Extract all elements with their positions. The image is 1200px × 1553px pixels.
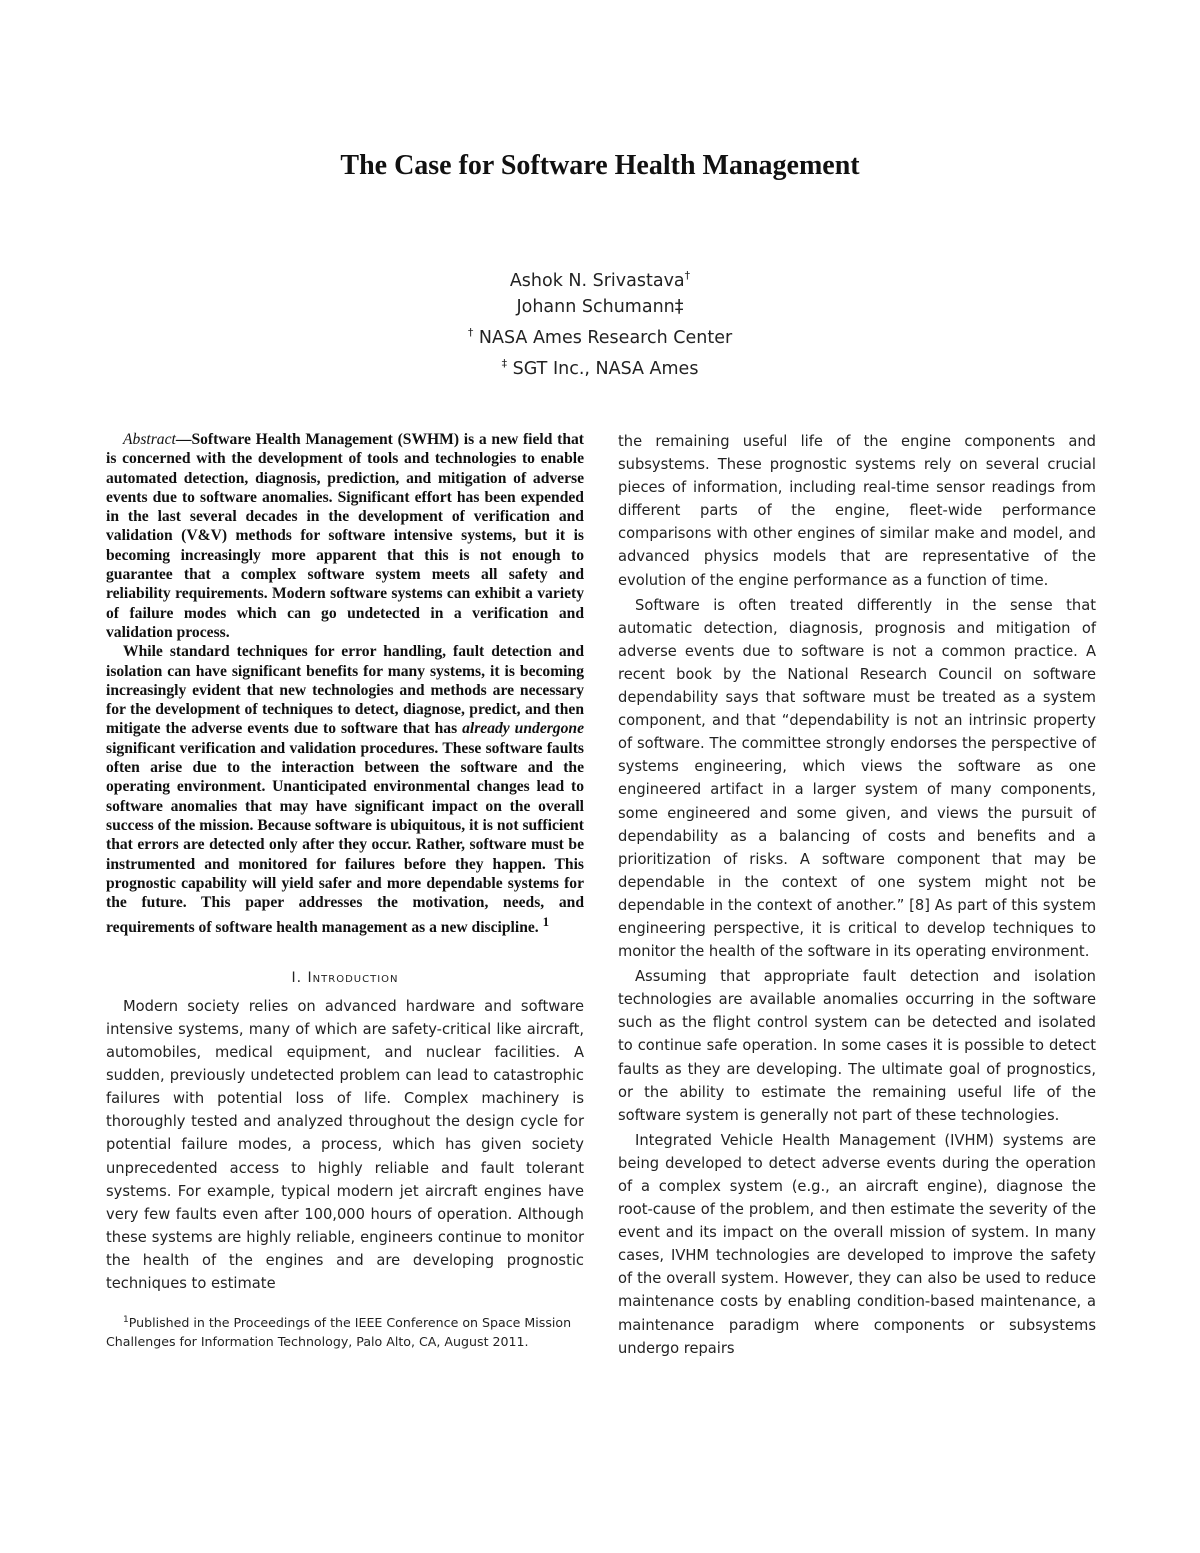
right-column	[618, 430, 1096, 1362]
author-line-2	[0, 294, 1200, 320]
section-body	[106, 995, 584, 1295]
body-paragraph: Software is often treated differently in the sense that automatic detection, diagnosis, prognosis and mitigation of adverse events due to software is not a common practice. A recent book by the National Research Council on software dependability says that software must be treated as a system component, and that “dependability is not an intrinsic property of software. The committee strongly endorses the perspective of systems engineering, which views the software as one engineered artifact in a larger system of many components, some engineered and some given, and views the pursuit of dependability as a balancing of costs and benefits and a prioritization of risks. A software component that may be dependable in the context of one system might not be dependable in the context of another.” [8] As part of this system engineering perspective, it is critical to develop techniques to monitor the health of the software in its operating environment.	[618, 596, 1096, 961]
section-number: I.	[291, 969, 303, 986]
section-heading	[106, 970, 584, 986]
abstract	[106, 430, 584, 938]
body-paragraph: Modern society relies on advanced hardware and software intensive systems, many of which are safety-critical like aircraft, automobiles, medical equipment, and nuclear facilities. A sudden, previously undetected problem can lead to catastrophic failures with potential loss of life. Complex machinery is thoroughly tested and analyzed throughout the design cycle for potential failure modes, a process, which has given society unprecedented access to highly reliable and fault tolerant systems. For example, typical modern jet aircraft engines have very few faults even after 100,000 hours of operation. Although these systems are highly reliable, engineers continue to monitor the health of the engines and are developing prognostic techniques to estimate	[106, 997, 584, 1293]
section-title: Introduction	[307, 969, 399, 986]
footnote-text: Published in the Proceedings of the IEEE Conference on Space Mission Challenges for Information Technology, Palo Alto, CA, August 2011.	[106, 1315, 572, 1350]
abstract-text: —Software Health Management (SWHM) is a new field that is concerned with the development of tools and technologies to enable automated detection, diagnosis, prediction, and mitigation of adverse events due to software anomalies. Significant effort has been expended in the last several decades in the development of verification and validation (V&V) methods for software intensive systems, but it is becoming increasingly more apparent that this is not enough to guarantee that a complex software system meets all safety and reliability requirements. Modern software systems can exhibit a variety of failure modes which can go undetected in a verification and validation process.	[106, 431, 584, 641]
affiliation-mark: ‡	[501, 356, 508, 370]
affiliation-name: SGT Inc., NASA Ames	[512, 358, 699, 379]
affiliation-name: NASA Ames Research Center	[478, 327, 733, 348]
footnote	[106, 1311, 584, 1351]
affiliation-mark: †	[467, 325, 474, 339]
affiliation-line-1	[0, 320, 1200, 351]
body-paragraph: the remaining useful life of the engine components and subsystems. These prognostic systems rely on several crucial pieces of information, including real-time sensor readings from different parts of the engine, fleet-wide performance comparisons with other engines of similar make and model, and advanced physics models that are representative of the evolution of the engine performance as a function of time.	[618, 433, 1096, 589]
author-line-1	[0, 263, 1200, 294]
abstract-paragraph	[106, 430, 584, 642]
abstract-emphasis: already undergone	[462, 720, 584, 738]
body-paragraph: Assuming that appropriate fault detection and isolation technologies are available anomalies occurring in the software such as the flight control system can be detected and isolated to continue safe operation. In some cases it is possible to detect faults as they are developing. The ultimate goal of prognostics, or the ability to estimate the remaining useful life of the software system is generally not part of these technologies.	[618, 968, 1096, 1124]
author-name: Ashok N. Srivastava	[509, 270, 685, 291]
section-body-continued	[618, 430, 1096, 1360]
paper-title: The Case for Software Health Management	[340, 150, 860, 181]
affiliation-line-2	[0, 351, 1200, 382]
abstract-text: While standard techniques for error handling, fault detection and isolation can have significant benefits for many systems, it is becoming increasingly evident that new technologies and methods are necessary for the development of techniques to detect, diagnose, predict, and then mitigate the adverse events due to software that has	[106, 643, 584, 738]
footnote-mark: 1	[123, 1315, 129, 1326]
abstract-paragraph	[106, 642, 584, 938]
abstract-text: significant verification and validation procedures. These software faults often arise due to the interaction between the software and the operating environment. Unanticipated environmental changes lead to software anomalies that may have significant impact on the overall success of the mission. Because software is ubiquitous, it is not sufficient that errors are detected only after they occur. Rather, software must be instrumented and monitored for failures before they happen. This prognostic capability will yield safer and more dependable systems for the future. This paper addresses the motivation, needs, and requirements of software health management as a new discipline.	[106, 739, 584, 937]
affiliation-mark: †	[684, 269, 691, 282]
footnote-mark[interactable]: 1	[542, 914, 550, 930]
abstract-label: Abstract	[123, 431, 176, 448]
left-column	[106, 430, 584, 1351]
author-block	[0, 263, 1200, 381]
body-paragraph: Integrated Vehicle Health Management (IVHM) systems are being developed to detect adverse events during the operation of a complex system (e.g., an aircraft engine), diagnose the root-cause of the problem, and then estimate the severity of the event and its impact on the overall mission of system. In many cases, IVHM technologies are developed to improve the safety of the overall system. However, they can also be used to reduce maintenance costs by enabling condition-based maintenance, a maintenance paradigm where components or subsystems undergo repairs	[618, 1131, 1096, 1357]
author-name: Johann Schumann‡	[516, 296, 684, 317]
